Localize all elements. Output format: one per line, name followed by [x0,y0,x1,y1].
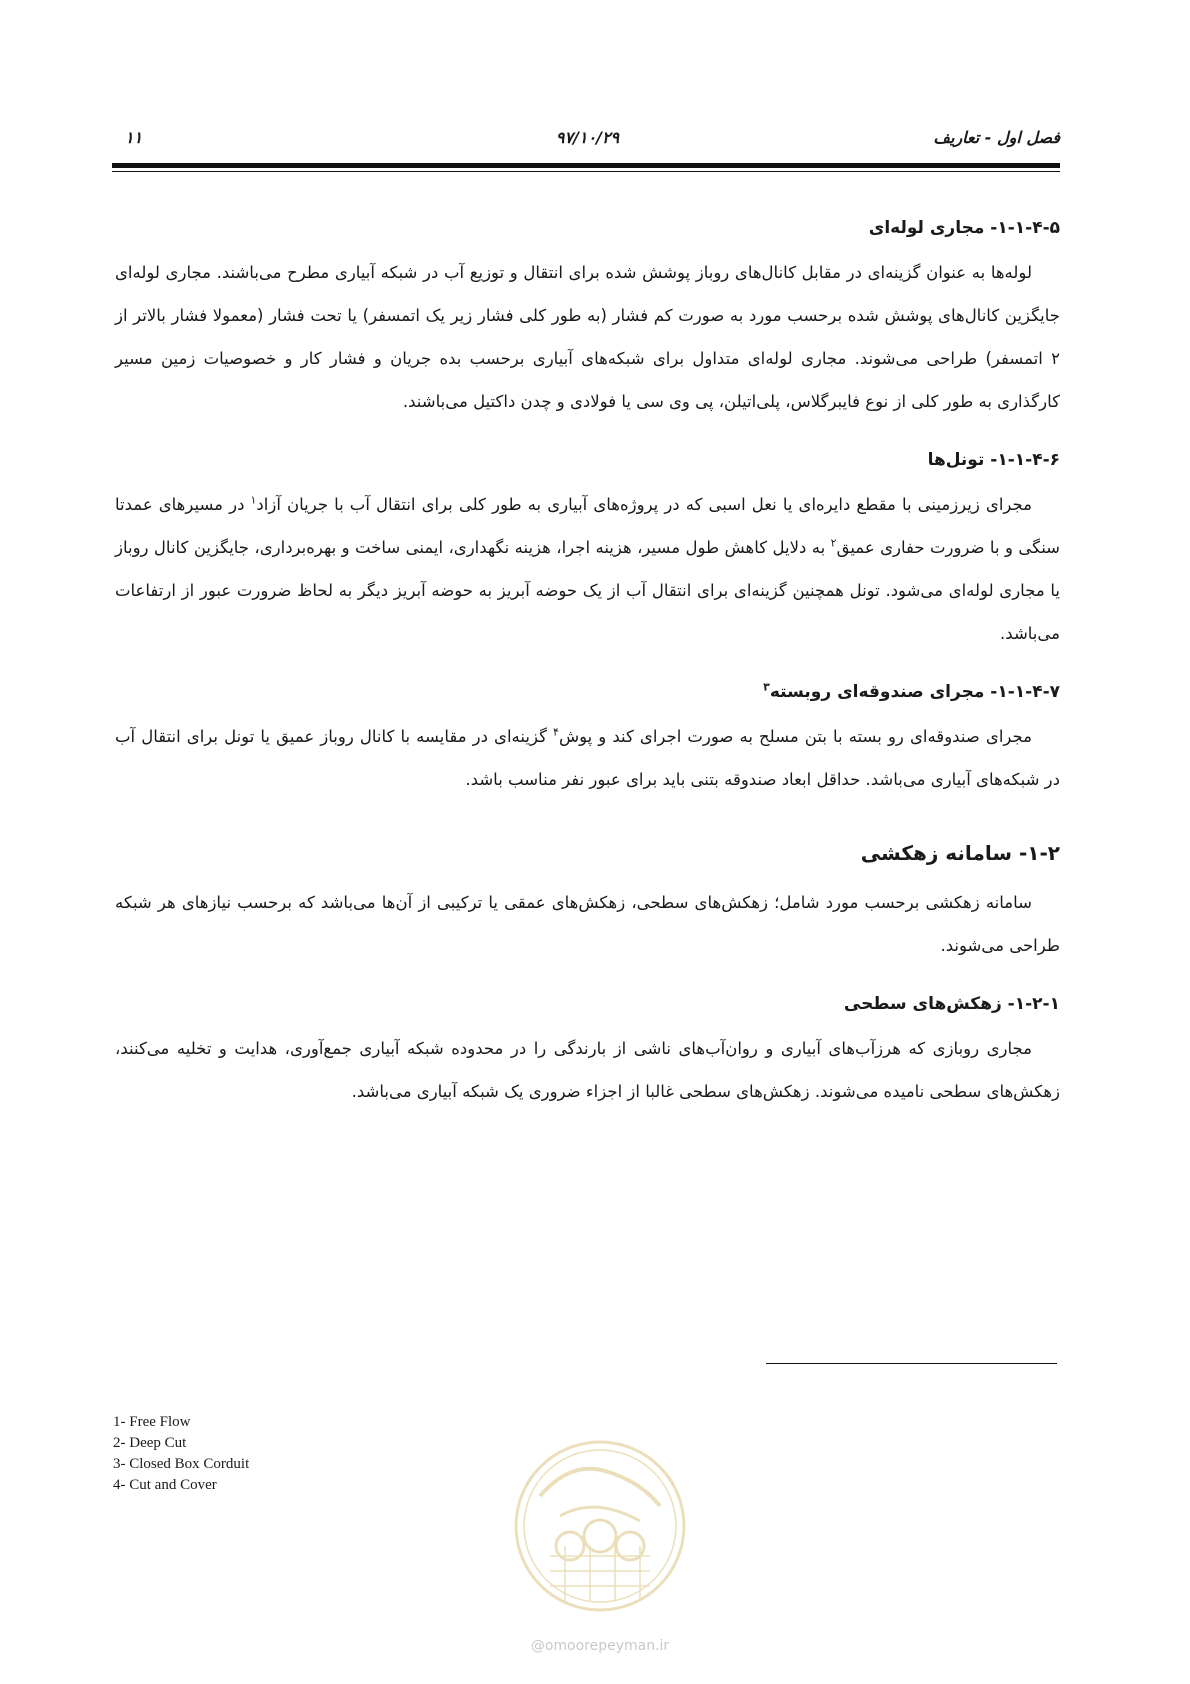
heading-text: ۱-۱-۴-۷- مجرای صندوقه‌ای روبسته [769,682,1060,702]
chapter-heading: ۱-۲- سامانه زهکشی [860,841,1060,865]
chapter-title: فصل اول - تعاریف [933,128,1060,147]
section-paragraph: مجاری روبازی که هرزآب‌های آبیاری و روان‌آب‌های ناشی از بارندگی را در محدوده شبکه آبیاری جمع‌آوری، هدایت و تخلیه می‌کنند، زهکش‌های سطحی نامیده می‌شوند. زهکش‌های سطحی غالبا از اجزاء ضروری یک شبکه آبیاری می‌باشد. [115,1039,1060,1101]
page-number: ۱۱ [125,128,143,147]
header-rule-thick [112,163,1060,168]
section-paragraph: لوله‌ها به عنوان گزینه‌ای در مقابل کانال‌های روباز پوشش شده برای انتقال و توزیع آب در شبکه آبیاری مطرح می‌باشند. مجاری لوله‌ای جایگزین کانال‌های پوشش شده برحسب مورد به صورت کم فشار (به طور کلی فشار زیر یک اتمسفر) یا تحت فشار (معمولا فشار بالاتر از ۲ اتمسفر) طراحی می‌شوند. مجاری لوله‌ای متداول برای شبکه‌های آبیاری برحسب بده جریان و فشار کار و خصوصیات زمین مسیر کارگذاری به طور کلی از نوع فایبرگلاس، پلی‌اتیلن، پی وی سی یا فولادی و چدن داکتیل می‌باشند. [115,263,1060,411]
footnote-separator [766,1363,1057,1364]
footnote-ref: ۳ [763,680,770,694]
section-heading: ۱-۱-۴-۶- تونل‌ها [927,450,1060,470]
text-run: به دلایل کاهش طول مسیر، هزینه اجرا، هزینه نگهداری، ایمنی ساخت و بهره‌برداری، جایگزین کانال روباز یا مجاری لوله‌ای می‌شود. تونل همچنین گزینه‌ای برای انتقال آب از یک حوضه آبریز به حوضه آبریز دیگر به لحاظ ضرورت عبور از ارتفاعات می‌باشد. [115,538,1060,643]
text-run: در مسیرهای عمدتا سنگی و با ضرورت حفاری عمیق [115,495,1061,557]
section-paragraph [115,715,1060,801]
section-heading: ۱-۱-۴-۵- مجاری لوله‌ای [868,218,1060,238]
footnote-item: 4- Cut and Cover [113,1477,217,1493]
watermark-url: @omoorepeyman.ir [530,1638,670,1654]
footnote-ref: ۴ [553,725,559,739]
footnote-item: 2- Deep Cut [113,1435,187,1451]
footnote-item: 3- Closed Box Corduit [113,1456,250,1472]
omoore-peyman-seal-icon [510,1436,690,1616]
footnote-ref: ۱ [250,493,257,507]
footnote-ref: ۲ [830,536,837,550]
section-paragraph [115,483,1060,655]
section-heading: ۱-۲-۱- زهکش‌های سطحی [843,994,1060,1014]
footnote-item: 1- Free Flow [113,1414,191,1430]
header-rule-thin [112,171,1060,172]
page-header [115,128,1060,152]
header-date: ۹۷/۱۰/۲۹ [555,128,620,147]
main-content [115,205,1060,1113]
text-run: مجرای صندوقه‌ای رو بسته با بتن مسلح به صورت اجرای کند و پوش [558,727,1032,746]
footnotes [113,1412,249,1496]
text-run: مجرای زیرزمینی با مقطع دایره‌ای یا نعل اسبی که در پروژه‌های آبیاری به طور کلی برای انتقال آب با جریان آزاد [256,495,1033,514]
section-heading [115,669,1060,715]
text-run: گزینه‌ای در مقایسه با کانال روباز عمیق یا تونل برای انتقال آب در شبکه‌های آبیاری می‌باشد. حداقل ابعاد صندوقه بتنی باید برای عبور نفر مناسب باشد. [115,727,1060,789]
section-paragraph: سامانه زهکشی برحسب مورد شامل؛ زهکش‌های سطحی، زهکش‌های عمقی یا ترکیبی از آن‌ها می‌باشد که برحسب نیازهای هر شبکه طراحی می‌شوند. [115,893,1060,955]
